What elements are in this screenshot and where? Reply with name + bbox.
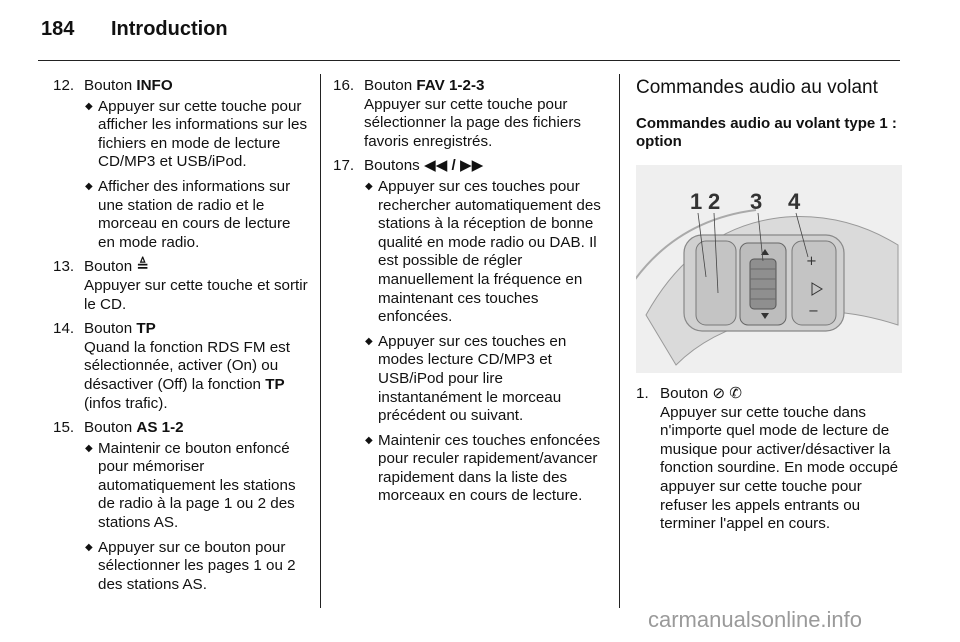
- item-text: Appuyer sur cette touche dans n'importe quel mode de lecture de musique pour activer/désactiver la fonction sourdine. En mode occupé appuyer sur cette touche pour refuser les appels entrants ou terminer l'appel en cours.: [660, 403, 899, 533]
- item-prefix: Bouton: [84, 77, 137, 94]
- text-part: Quand la fonction RDS FM est sélectionnée, activer (On) ou désactiver (Off) la fonction: [84, 338, 290, 393]
- button-name: INFO: [136, 77, 173, 94]
- list-item-13: [53, 258, 308, 314]
- page-header: [41, 18, 228, 41]
- steering-wheel-illustration: [636, 165, 902, 373]
- button-name: FAV 1-2-3: [416, 77, 485, 94]
- bullet-text: Afficher des informations sur une station de radio et le morceau en cours de lecture en mode radio.: [98, 177, 291, 251]
- list-item-17: [333, 157, 605, 506]
- list-item-1: [636, 385, 902, 534]
- button-name: TP: [136, 320, 156, 338]
- item-number: 17.: [333, 157, 355, 175]
- bullet-text: Maintenir ces touches enfoncées pour reculer rapidement/avancer rapidement dans la liste des morceaux en cours de lecture.: [378, 431, 601, 505]
- figure-label: 3: [750, 189, 763, 214]
- item-prefix: Bouton: [84, 419, 137, 437]
- mute-call-icon: ⊘ ✆: [712, 385, 743, 402]
- svg-text:+: +: [806, 254, 817, 269]
- list-item-16: [333, 77, 605, 151]
- seek-icons: ◀◀ / ▶▶: [423, 157, 484, 175]
- item-number: 13.: [53, 258, 75, 276]
- figure-label: 1: [690, 189, 703, 214]
- item-text: Appuyer sur cette touche pour sélectionner la page des fichiers favoris enregistrés.: [364, 95, 581, 150]
- bullet: ◆ Appuyer sur ces touches en modes lecture CD/MP3 et USB/iPod pour lire instantanément le morceau précédent ou suivant.: [365, 332, 567, 425]
- bullet: ◆ Appuyer sur ces touches pour rechercher automatiquement des stations à la réception de bonne qualité en mode radio ou DAB. Il est possible de régler manuellement la fréquence en maintenant ces touches enfoncées.: [365, 177, 601, 326]
- item-prefix: Bouton: [660, 385, 713, 402]
- bullet: ◆ Maintenir ce bouton enfoncé pour mémoriser automatiquement les stations de radio à la page 1 ou 2 des stations AS.: [85, 439, 296, 532]
- item-prefix: Bouton: [84, 320, 137, 338]
- watermark: carmanualsonline.info: [648, 607, 863, 632]
- item-number: 12.: [53, 77, 75, 94]
- list-item-14: [53, 320, 308, 413]
- item-number: 15.: [53, 419, 75, 437]
- text-part: (infos trafic).: [84, 394, 168, 412]
- list-item-15: [53, 419, 308, 594]
- text-key: TP: [265, 375, 285, 393]
- item-number: 1.: [636, 385, 649, 402]
- button-name: AS 1-2: [136, 419, 184, 437]
- bullet-text: Maintenir ce bouton enfoncé pour mémoriser automatiquement les stations de radio à la page 1 ou 2 des stations AS.: [98, 439, 296, 532]
- section-subtitle: Commandes audio au volant type 1 : option: [636, 115, 897, 150]
- page-number: 184: [41, 18, 75, 40]
- item-prefix: Boutons: [364, 157, 424, 175]
- bullet: ◆ Maintenir ces touches enfoncées pour reculer rapidement/avancer rapidement dans la liste des morceaux en cours de lecture.: [365, 431, 601, 505]
- item-number: 16.: [333, 77, 355, 94]
- column-3: [636, 77, 902, 540]
- steering-wheel-controls-figure: [636, 165, 902, 373]
- eject-icon: ≜: [136, 258, 150, 276]
- figure-label: 4: [788, 189, 801, 214]
- item-number: 14.: [53, 320, 75, 338]
- column-1: [53, 77, 308, 600]
- bullet: ◆ Appuyer sur cette touche pour afficher les informations sur les fichiers en mode de lecture CD/MP3 et USB/iPod.: [85, 97, 308, 171]
- item-text: [84, 339, 308, 413]
- column-2: [333, 77, 605, 512]
- column-divider-2: [619, 74, 620, 608]
- bullet: ◆ Afficher des informations sur une station de radio et le morceau en cours de lecture en mode radio.: [85, 177, 291, 251]
- item-text: Appuyer sur cette touche et sortir le CD.: [84, 276, 308, 313]
- bullet-text: Appuyer sur ce bouton pour sélectionner les pages 1 ou 2 des stations AS.: [98, 538, 296, 593]
- bullet-text: Appuyer sur ces touches en modes lecture CD/MP3 et USB/iPod pour lire instantanément le morceau précédent ou suivant.: [378, 332, 567, 425]
- item-prefix: Bouton: [364, 77, 417, 94]
- list-item-12: [53, 77, 308, 252]
- figure-label: 2: [708, 189, 721, 214]
- page-title: Introduction: [111, 18, 228, 40]
- header-rule: [38, 60, 900, 61]
- bullet: ◆ Appuyer sur ce bouton pour sélectionner les pages 1 ou 2 des stations AS.: [85, 538, 296, 593]
- svg-text:−: −: [808, 304, 819, 319]
- column-divider-1: [320, 74, 321, 608]
- item-prefix: Bouton: [84, 258, 137, 276]
- bullet-text: Appuyer sur ces touches pour rechercher automatiquement des stations à la réception de bonne qualité en mode radio ou DAB. Il est possible de régler manuellement la fréquence en maintenant ces touches enfoncées.: [378, 177, 601, 326]
- bullet-text: Appuyer sur cette touche pour afficher les informations sur les fichiers en mode de lecture CD/MP3 et USB/iPod.: [98, 97, 308, 171]
- section-title: Commandes audio au volant: [636, 77, 878, 98]
